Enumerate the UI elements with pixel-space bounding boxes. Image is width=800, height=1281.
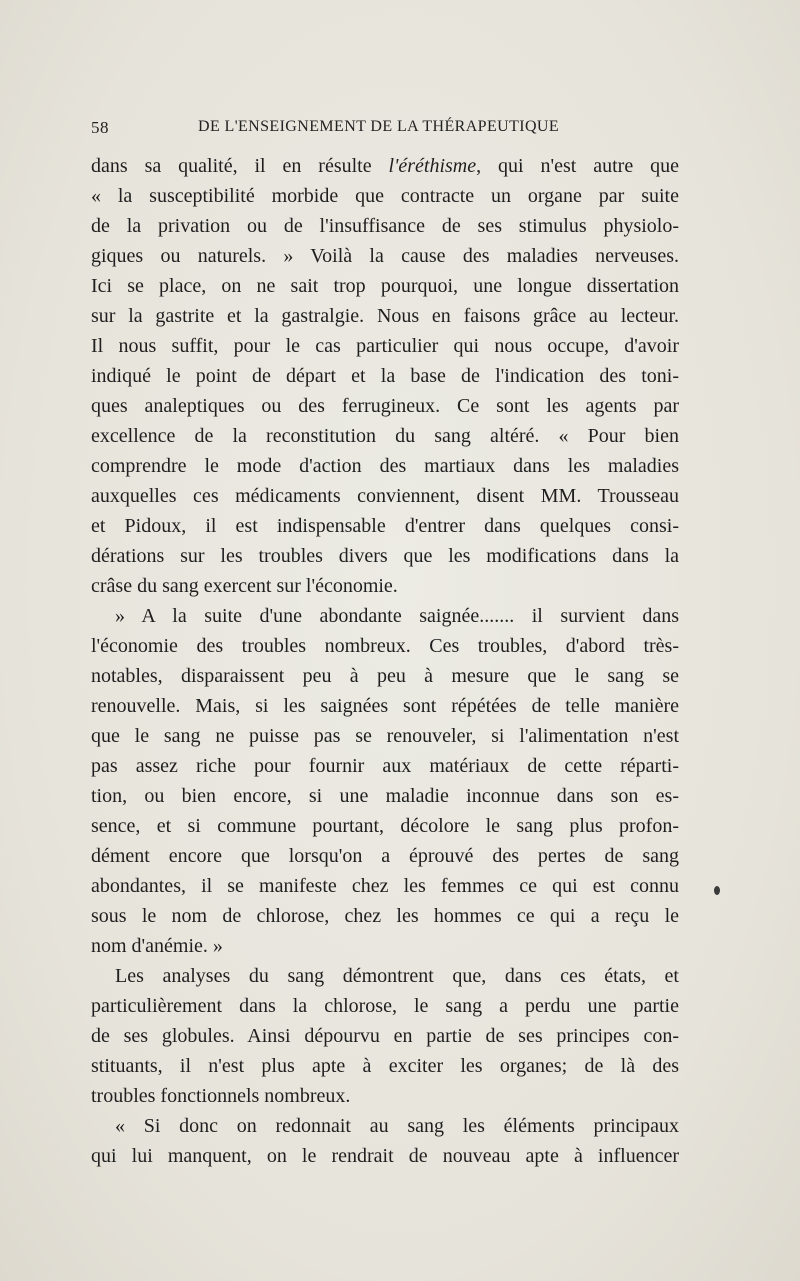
text-line bbox=[91, 151, 679, 181]
text-line bbox=[91, 481, 679, 511]
text-line bbox=[91, 751, 679, 781]
text-segment: tion, ou bien encore, si une maladie inconnue dans son es- bbox=[91, 785, 679, 807]
text-line bbox=[91, 631, 679, 661]
text-line bbox=[91, 271, 679, 301]
ink-speck bbox=[714, 886, 720, 895]
running-head: DE L'ENSEIGNEMENT DE LA THÉRAPEUTIQUE bbox=[198, 118, 560, 135]
text-line bbox=[91, 181, 679, 211]
text-segment: particulièrement dans la chlorose, le sang a perdu une partie bbox=[91, 995, 679, 1017]
text-line bbox=[91, 811, 679, 841]
text-segment: l'économie des troubles nombreux. Ces troubles, d'abord très- bbox=[91, 635, 679, 657]
text-segment: sous le nom de chlorose, chez les hommes ce qui a reçu le bbox=[91, 905, 679, 927]
italic-term: l'éréthisme bbox=[388, 155, 477, 177]
text-segment: abondantes, il se manifeste chez les femmes ce qui est connu bbox=[91, 875, 679, 897]
text-segment: dans sa qualité, il en résulte bbox=[91, 155, 389, 177]
text-line bbox=[91, 511, 679, 541]
text-line bbox=[91, 241, 679, 271]
text-segment: » A la suite d'une abondante saignée....... il survient dans bbox=[115, 605, 679, 627]
text-segment: ques analeptiques ou des ferrugineux. Ce sont les agents par bbox=[91, 395, 679, 417]
text-segment: « Si donc on redonnait au sang les éléments principaux bbox=[115, 1115, 679, 1137]
text-segment: notables, disparaissent peu à peu à mesure que le sang se bbox=[91, 665, 679, 687]
text-line bbox=[91, 691, 679, 721]
text-segment: comprendre le mode d'action des martiaux dans les maladies bbox=[91, 455, 679, 477]
text-line bbox=[91, 721, 679, 751]
text-segment: giques ou naturels. » Voilà la cause des maladies nerveuses. bbox=[91, 245, 679, 267]
text-line bbox=[91, 601, 679, 631]
text-line bbox=[91, 331, 679, 361]
text-line bbox=[91, 901, 679, 931]
text-line bbox=[91, 421, 679, 451]
text-segment: excellence de la reconstitution du sang altéré. « Pour bien bbox=[91, 425, 679, 447]
text-line bbox=[91, 1081, 679, 1111]
text-segment: Il nous suffit, pour le cas particulier qui nous occupe, d'avoir bbox=[91, 335, 679, 357]
text-line bbox=[91, 451, 679, 481]
text-line bbox=[91, 661, 679, 691]
text-segment: dément encore que lorsqu'on a éprouvé des pertes de sang bbox=[91, 845, 679, 867]
text-line bbox=[91, 841, 679, 871]
text-segment: , qui n'est autre que bbox=[476, 155, 679, 177]
text-line bbox=[91, 931, 679, 961]
text-segment: sence, et si commune pourtant, décolore le sang plus profon- bbox=[91, 815, 679, 837]
text-segment: renouvelle. Mais, si les saignées sont répétées de telle manière bbox=[91, 695, 679, 717]
text-segment: que le sang ne puisse pas se renouveler, si l'alimentation n'est bbox=[91, 725, 679, 747]
text-segment: « la susceptibilité morbide que contracte un organe par suite bbox=[91, 185, 679, 207]
text-segment: sur la gastrite et la gastralgie. Nous en faisons grâce au lecteur. bbox=[91, 305, 679, 327]
text-segment: Les analyses du sang démontrent que, dans ces états, et bbox=[115, 965, 679, 987]
text-line bbox=[91, 781, 679, 811]
text-segment: de ses globules. Ainsi dépourvu en partie de ses principes con- bbox=[91, 1025, 679, 1047]
text-line bbox=[91, 1141, 679, 1171]
text-line bbox=[91, 1111, 679, 1141]
text-line bbox=[91, 1021, 679, 1051]
text-segment: et Pidoux, il est indispensable d'entrer dans quelques consi- bbox=[91, 515, 679, 537]
text-segment: pas assez riche pour fournir aux matériaux de cette réparti- bbox=[91, 755, 679, 777]
text-line bbox=[91, 571, 679, 601]
body-text bbox=[91, 151, 679, 1171]
text-segment: indiqué le point de départ et la base de l'indication des toni- bbox=[91, 365, 679, 387]
text-segment: Ici se place, on ne sait trop pourquoi, une longue dissertation bbox=[91, 275, 679, 297]
text-line bbox=[91, 1051, 679, 1081]
page-header bbox=[91, 118, 679, 142]
text-line bbox=[91, 361, 679, 391]
text-line bbox=[91, 211, 679, 241]
text-segment: crâse du sang exercent sur l'économie. bbox=[91, 575, 398, 597]
text-line bbox=[91, 391, 679, 421]
text-segment: stituants, il n'est plus apte à exciter les organes; de là des bbox=[91, 1055, 679, 1077]
text-line bbox=[91, 871, 679, 901]
text-segment: nom d'anémie. » bbox=[91, 935, 223, 957]
text-segment: qui lui manquent, on le rendrait de nouveau apte à influencer bbox=[91, 1145, 679, 1167]
text-line bbox=[91, 961, 679, 991]
page-number: 58 bbox=[91, 118, 109, 137]
text-line bbox=[91, 541, 679, 571]
text-segment: de la privation ou de l'insuffisance de ses stimulus physiolo- bbox=[91, 215, 679, 237]
text-line bbox=[91, 301, 679, 331]
text-segment: auxquelles ces médicaments conviennent, disent MM. Trousseau bbox=[91, 485, 679, 507]
text-line bbox=[91, 991, 679, 1021]
text-segment: troubles fonctionnels nombreux. bbox=[91, 1085, 351, 1107]
text-segment: dérations sur les troubles divers que les modifications dans la bbox=[91, 545, 679, 567]
